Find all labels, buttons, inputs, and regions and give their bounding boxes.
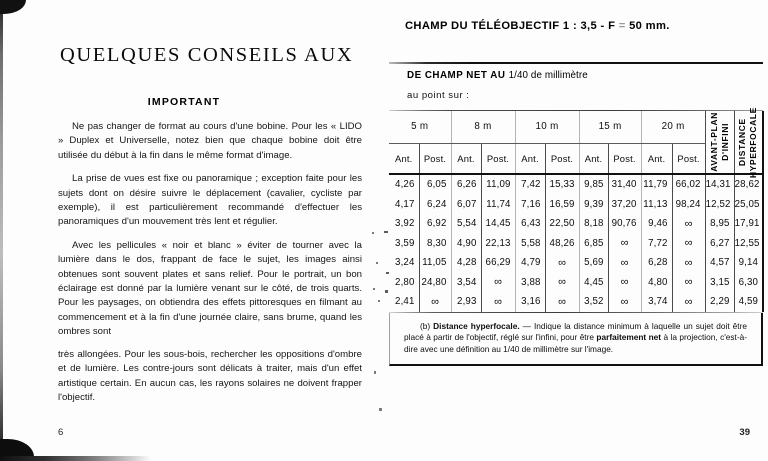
header-avant-plan-infini <box>705 111 734 174</box>
table-cell: 28,62 <box>734 174 763 195</box>
table-cell: 4,17 <box>389 195 419 215</box>
table-cell: 8,30 <box>419 234 451 254</box>
header-post-5m: Post. <box>419 143 451 174</box>
teleobjective-title-suffix: 50 mm. <box>625 20 670 32</box>
table-cell <box>672 214 705 234</box>
infinity-symbol: ∞ <box>620 295 629 308</box>
table-row <box>389 195 763 215</box>
table-cell <box>545 292 579 312</box>
footnote-text-1: Indique la distance minimum à laquelle un sujet doit être placé à partir de l'objectif, réglé sur l'infini, pour être <box>404 320 747 343</box>
table-cell: 6,24 <box>419 195 451 215</box>
infinity-symbol: ∞ <box>494 295 502 308</box>
table-cell <box>481 292 515 312</box>
infinity-symbol: ∞ <box>684 276 693 289</box>
table-cell: 3,74 <box>641 292 672 312</box>
table-cell: 5,69 <box>579 253 608 273</box>
scan-speck <box>374 371 376 374</box>
infinity-symbol: ∞ <box>558 256 566 269</box>
table-caption-line-2: au point sur : <box>407 90 470 101</box>
hyperfocale-vertical-wrap <box>735 106 763 178</box>
table-cell: 11,09 <box>481 174 515 195</box>
table-cell: 7,16 <box>515 195 545 215</box>
table-cell: 3,16 <box>515 292 545 312</box>
table-cell: 66,02 <box>672 174 705 195</box>
table-row <box>389 174 763 195</box>
table-cell: 4,57 <box>705 253 734 273</box>
scan-speck <box>379 408 382 411</box>
table-cell: 3,54 <box>451 273 481 293</box>
table-row <box>389 292 763 312</box>
infinity-symbol: ∞ <box>620 256 629 269</box>
infinity-symbol: ∞ <box>684 237 693 250</box>
header-ant-5m: Ant. <box>389 143 419 174</box>
infinity-symbol: ∞ <box>684 295 693 308</box>
table-cell: 6,30 <box>734 273 763 293</box>
table-cell: 11,13 <box>641 195 672 215</box>
header-distance-20m: 20 m <box>641 111 705 143</box>
infinity-symbol: ∞ <box>558 295 566 308</box>
table-caption-rest: 1/40 de millimètre <box>508 70 588 81</box>
header-post-10m: Post. <box>545 143 579 174</box>
table-cell: 4,59 <box>734 292 763 312</box>
infinity-symbol: ∞ <box>620 276 629 289</box>
right-page <box>384 0 768 461</box>
avant-plan-vertical-text <box>709 112 731 172</box>
table-cell: 11,74 <box>481 195 515 215</box>
table-header-distances <box>389 111 763 143</box>
table-cell: 15,33 <box>545 174 579 195</box>
page-number-right: 39 <box>739 427 750 438</box>
table-cell: 48,26 <box>545 234 579 254</box>
footnote-box <box>389 313 763 367</box>
table-cell: 22,50 <box>545 214 579 234</box>
header-distance-10m: 10 m <box>515 111 579 143</box>
infinity-symbol: ∞ <box>684 256 693 269</box>
avant-plan-line-2: D'INFINI <box>719 123 730 161</box>
table-cell: 8,95 <box>705 214 734 234</box>
paragraph: Ne pas changer de format au cours d'une bobine. Pour les « LIDO » Duplex et Universelle, notez bien que chaque bobine doit être utilisée du début à la fin dans le même format d'image. <box>58 121 362 161</box>
header-ant-8m: Ant. <box>451 143 481 174</box>
header-distance-5m: 5 m <box>389 111 451 143</box>
table-caption-bold: DE CHAMP NET AU <box>407 70 509 81</box>
footnote-text-2: à la projection, c'est-à-dire avec une définition au 1/40 de millimètre sur l'image. <box>404 332 748 354</box>
table-cell <box>672 234 705 254</box>
infinity-symbol: ∞ <box>494 276 502 289</box>
table-cell: 6,85 <box>579 234 608 254</box>
table-cell: 3,88 <box>515 273 545 293</box>
paragraph: très allongées. Pour les sous-bois, rechercher les oppositions d'ombre et de lumière. Les contre-jours sont délicats à traiter, mais d'un effet artistique certain. En aucun cas, les rayons solaires ne doivent frapper l'objectif. <box>58 348 362 403</box>
table-cell: 4,90 <box>451 234 481 254</box>
table-cell <box>481 273 515 293</box>
header-distance-hyperfocale <box>734 106 763 178</box>
table-cell: 11,79 <box>641 174 672 195</box>
table-caption <box>389 64 763 110</box>
table-cell: 24,80 <box>419 273 451 293</box>
table-cell: 66,29 <box>481 253 515 273</box>
infinity-symbol: ∞ <box>684 217 693 230</box>
table-cell: 5,58 <box>515 234 545 254</box>
table-cell <box>672 292 705 312</box>
page-title: QUELQUES CONSEILS AUX <box>60 44 354 66</box>
table-cell <box>608 273 641 293</box>
table-cell: 2,41 <box>389 292 419 312</box>
table-cell: 3,59 <box>389 234 419 254</box>
table-caption-line-1 <box>407 70 588 81</box>
table-cell: 3,92 <box>389 214 419 234</box>
paragraph: Avec les pellicules « noir et blanc » éviter de tourner avec la lumière dans le dos, frappant de face le sujet, les images ainsi obtenues sont souvent plates et sans relief. Pour le portrait, un bon éclairage est donné par la lumière venant sur le côté, de trois quarts. Pour les paysages, on obtiendra des effets pittoresques en filmant au commencement et à la fin d'une journée claire, sans brume, quand les ombres sont <box>58 239 362 338</box>
table-cell: 9,14 <box>734 253 763 273</box>
section-subheading: IMPORTANT <box>147 96 221 108</box>
table-row <box>389 253 763 273</box>
table-cell: 98,24 <box>672 195 705 215</box>
table-cell: 8,18 <box>579 214 608 234</box>
table-cell <box>608 253 641 273</box>
table-cell: 3,24 <box>389 253 419 273</box>
table-cell: 6,92 <box>419 214 451 234</box>
margin-tick <box>386 272 389 274</box>
footnote-emphasis: parfaitement net <box>596 332 662 343</box>
depth-of-field-table-block <box>389 62 763 366</box>
table-cell: 6,28 <box>641 253 672 273</box>
table-cell <box>672 273 705 293</box>
table-row <box>389 234 763 254</box>
table-cell: 25,05 <box>734 195 763 215</box>
table-cell: 4,79 <box>515 253 545 273</box>
scan-speck <box>372 232 374 234</box>
header-distance-15m: 15 m <box>579 111 641 143</box>
header-post-15m: Post. <box>608 143 641 174</box>
depth-of-field-table <box>389 106 764 312</box>
table-cell: 4,26 <box>389 174 419 195</box>
footnote-label: (b) <box>420 320 431 331</box>
table-cell: 9,85 <box>579 174 608 195</box>
page-number-left: 6 <box>58 427 64 438</box>
table-cell: 14,31 <box>705 174 734 195</box>
hyperfocale-vertical-text <box>737 107 759 178</box>
table-cell: 37,20 <box>608 195 641 215</box>
table-cell: 22,13 <box>481 234 515 254</box>
table-cell: 6,05 <box>419 174 451 195</box>
table-cell: 9,39 <box>579 195 608 215</box>
table-cell: 16,59 <box>545 195 579 215</box>
table-cell: 4,80 <box>641 273 672 293</box>
margin-tick <box>385 290 388 293</box>
header-ant-10m: Ant. <box>515 143 545 174</box>
table-cell: 11,05 <box>419 253 451 273</box>
infinity-symbol: ∞ <box>431 295 439 308</box>
header-ant-15m: Ant. <box>579 143 608 174</box>
table-cell: 6,27 <box>705 234 734 254</box>
hyperfocale-line-2: HYPERFOCALE <box>748 106 759 178</box>
infinity-symbol: ∞ <box>558 276 566 289</box>
table-cell: 3,15 <box>705 273 734 293</box>
hyperfocale-line-1: DISTANCE <box>737 118 748 166</box>
scan-edge-left <box>0 0 3 461</box>
table-cell <box>608 292 641 312</box>
table-cell <box>545 253 579 273</box>
teleobjective-title-equals: = <box>618 20 626 32</box>
avant-plan-line-1: AVANT-PLAN <box>708 112 719 172</box>
table-cell: 17,91 <box>734 214 763 234</box>
table-cell: 4,45 <box>579 273 608 293</box>
table-cell: 90,76 <box>608 214 641 234</box>
scan-speck <box>373 288 375 290</box>
header-ant-20m: Ant. <box>641 143 672 174</box>
table-cell <box>672 253 705 273</box>
table-cell: 6,07 <box>451 195 481 215</box>
table-cell: 2,93 <box>451 292 481 312</box>
scan-speck <box>376 262 378 264</box>
teleobjective-title-prefix: CHAMP DU TÉLÉOBJECTIF 1 : 3,5 - F <box>405 20 619 32</box>
header-post-8m: Post. <box>481 143 515 174</box>
body-text-column <box>58 120 362 414</box>
table-cell: 9,46 <box>641 214 672 234</box>
table-cell: 12,52 <box>705 195 734 215</box>
left-page <box>10 0 370 461</box>
table-cell: 2,29 <box>705 292 734 312</box>
scan-speck <box>378 300 380 302</box>
table-cell <box>419 292 451 312</box>
table-cell: 12,55 <box>734 234 763 254</box>
footnote-paragraph <box>404 321 747 356</box>
infinity-symbol: ∞ <box>620 237 629 250</box>
avant-plan-vertical-wrap <box>706 111 734 173</box>
table-cell: 7,42 <box>515 174 545 195</box>
table-cell: 4,28 <box>451 253 481 273</box>
footnote-term: Distance hyperfocale. <box>433 320 520 331</box>
teleobjective-title <box>405 20 670 32</box>
table-body <box>389 174 763 312</box>
header-post-20m: Post. <box>672 143 705 174</box>
table-cell: 6,43 <box>515 214 545 234</box>
table-cell: 5,54 <box>451 214 481 234</box>
hyperfocale-vertical-box <box>735 106 763 178</box>
table-cell: 14,45 <box>481 214 515 234</box>
table-cell: 31,40 <box>608 174 641 195</box>
paragraph: La prise de vues est fixe ou panoramique ; exception faite pour les sujets dont on désire suivre le déplacement (cavalier, cycliste par exemple), il est particulièrement recommandé d'effectuer les panoramiques d'un mouvement très lent et régulier. <box>58 173 362 228</box>
margin-tick <box>384 231 388 233</box>
table-cell: 7,72 <box>641 234 672 254</box>
table-row <box>389 273 763 293</box>
table-cell: 3,52 <box>579 292 608 312</box>
table-cell <box>608 234 641 254</box>
table-cell: 2,80 <box>389 273 419 293</box>
header-distance-8m: 8 m <box>451 111 515 143</box>
avant-plan-vertical-box <box>706 111 734 173</box>
table-cell: 6,26 <box>451 174 481 195</box>
footnote-dash: — <box>519 320 534 331</box>
table-cell <box>545 273 579 293</box>
table-row <box>389 214 763 234</box>
